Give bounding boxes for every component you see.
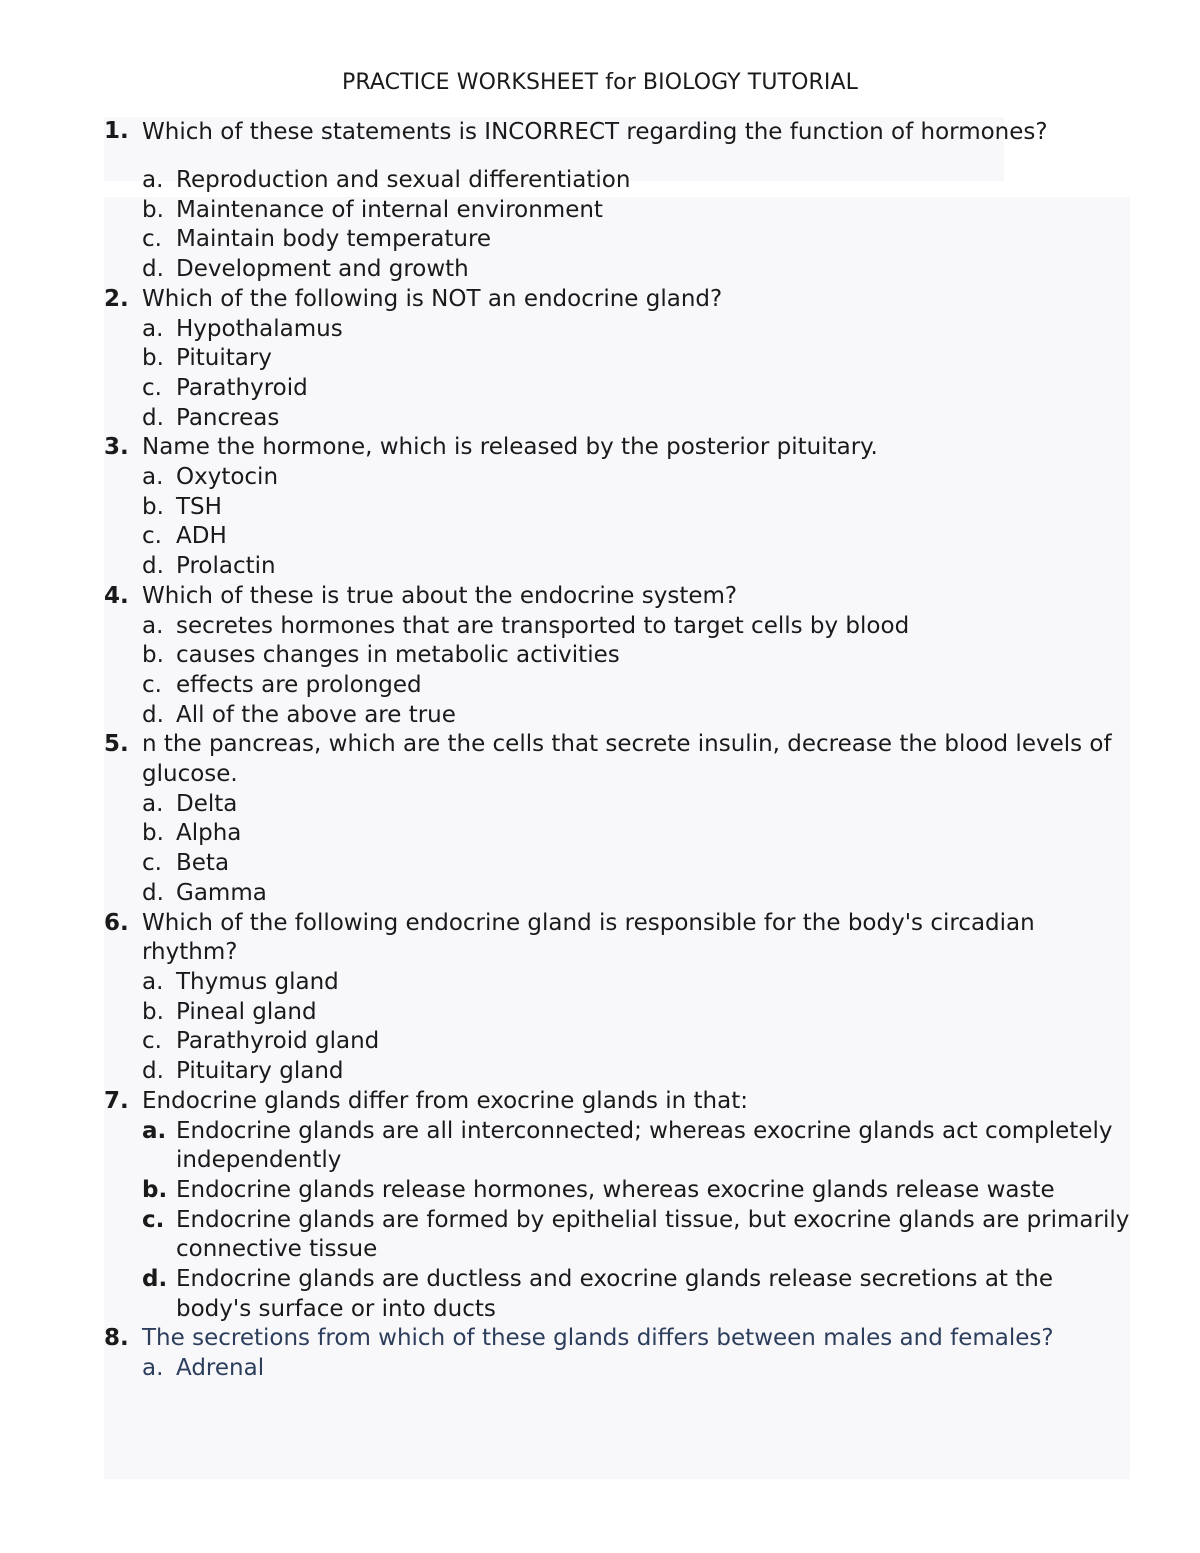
option-text: Parathyroid: [176, 374, 308, 401]
question-number: 4.: [104, 582, 129, 609]
option-a: [142, 463, 1134, 493]
question-number: 1.: [104, 118, 129, 144]
question-text: Name the hormone, which is released by the posterior pituitary.: [142, 434, 878, 461]
question-text: n the pancreas, which are the cells that secrete insulin, decrease the blood levels of glucose.: [142, 731, 1112, 788]
option-text: Alpha: [176, 820, 242, 847]
spacer: [104, 148, 1134, 166]
option-text: Development and growth: [176, 256, 469, 283]
options-q7: [142, 1117, 1134, 1325]
option-c: [142, 1206, 1134, 1265]
question-text: Which of these is true about the endocrine system?: [142, 582, 738, 609]
option-letter: c.: [142, 523, 162, 550]
options-q4: [142, 612, 1134, 731]
option-text: All of the above are true: [176, 701, 456, 728]
option-b: [142, 344, 1134, 374]
option-c: [142, 1027, 1134, 1057]
option-letter: d.: [142, 1058, 164, 1085]
option-letter: d.: [142, 404, 164, 431]
option-text: Prolactin: [176, 553, 276, 580]
option-text: causes changes in metabolic activities: [176, 642, 620, 669]
option-letter: c.: [142, 850, 162, 877]
options-q3: [142, 463, 1134, 582]
question-7: [104, 1087, 1134, 1117]
option-text: Pancreas: [176, 404, 280, 431]
option-c: [142, 225, 1134, 255]
option-letter: b.: [142, 998, 164, 1025]
option-letter: a.: [142, 1355, 164, 1382]
question-3: [104, 433, 1134, 463]
option-text: TSH: [176, 493, 222, 520]
option-text: Oxytocin: [176, 464, 279, 491]
option-letter: d.: [142, 1266, 168, 1293]
question-number: 3.: [104, 434, 129, 461]
question-number: 8.: [104, 1325, 129, 1352]
question-text: The secretions from which of these glands differs between males and females?: [142, 1325, 1054, 1352]
option-d: [142, 879, 1134, 909]
option-text: Thymus gland: [176, 968, 339, 995]
option-text: Beta: [176, 850, 230, 877]
option-letter: a.: [142, 464, 164, 491]
option-letter: a.: [142, 1117, 167, 1144]
option-b: [142, 641, 1134, 671]
question-4: [104, 582, 1134, 612]
question-1: [104, 117, 1134, 148]
option-letter: b.: [142, 493, 164, 520]
question-6: [104, 909, 1134, 968]
option-letter: c.: [142, 226, 162, 253]
option-letter: b.: [142, 820, 164, 847]
option-letter: b.: [142, 1176, 168, 1203]
options-q2: [142, 315, 1134, 434]
option-b: [142, 1176, 1134, 1206]
question-8: [104, 1324, 1134, 1354]
option-letter: a.: [142, 790, 164, 817]
option-text: Pituitary gland: [176, 1058, 344, 1085]
option-text: Endocrine glands are formed by epithelial tissue, but exocrine glands are primarily connective tissue: [176, 1206, 1130, 1263]
option-letter: b.: [142, 642, 164, 669]
option-text: Maintain body temperature: [176, 226, 492, 253]
question-5: [104, 730, 1134, 789]
question-text: Which of the following endocrine gland is responsible for the body's circadian rhythm?: [142, 909, 1035, 966]
option-text: Endocrine glands release hormones, whereas exocrine glands release waste: [176, 1176, 1055, 1203]
option-a: [142, 790, 1134, 820]
option-letter: c.: [142, 374, 162, 401]
option-d: [142, 1057, 1134, 1087]
option-text: Endocrine glands are ductless and exocrine glands release secretions at the body's surface or into ducts: [176, 1266, 1053, 1322]
option-d: [142, 1265, 1134, 1324]
question-2: [104, 285, 1134, 315]
option-text: Gamma: [176, 879, 267, 906]
option-letter: c.: [142, 1206, 165, 1233]
option-text: Hypothalamus: [176, 315, 343, 342]
option-letter: d.: [142, 553, 164, 580]
question-list: [104, 117, 1134, 1384]
question-text: Endocrine glands differ from exocrine glands in that:: [142, 1087, 748, 1114]
question-number: 7.: [104, 1087, 129, 1114]
question-number: 6.: [104, 909, 129, 936]
option-text: Pineal gland: [176, 998, 317, 1025]
option-letter: c.: [142, 1028, 162, 1055]
option-letter: d.: [142, 256, 164, 283]
option-letter: b.: [142, 196, 164, 223]
question-number: 5.: [104, 731, 129, 758]
option-b: [142, 196, 1134, 226]
option-d: [142, 255, 1134, 285]
option-letter: c.: [142, 671, 162, 698]
option-a: [142, 166, 1134, 196]
option-text: effects are prolonged: [176, 671, 422, 698]
option-text: ADH: [176, 523, 227, 550]
option-text: Reproduction and sexual differentiation: [176, 167, 631, 193]
option-b: [142, 493, 1134, 523]
option-b: [142, 998, 1134, 1028]
option-text: Adrenal: [176, 1355, 265, 1382]
options-q8: [142, 1354, 1134, 1384]
option-c: [142, 671, 1134, 701]
option-text: Delta: [176, 790, 238, 817]
option-text: secretes hormones that are transported to target cells by blood: [176, 612, 910, 639]
option-text: Endocrine glands are all interconnected; whereas exocrine glands act completely independently: [176, 1117, 1113, 1174]
option-letter: b.: [142, 345, 164, 372]
option-text: Parathyroid gland: [176, 1028, 380, 1055]
option-letter: d.: [142, 879, 164, 906]
option-d: [142, 552, 1134, 582]
option-letter: d.: [142, 701, 164, 728]
option-a: [142, 315, 1134, 345]
option-a: [142, 1117, 1134, 1176]
option-d: [142, 701, 1134, 731]
option-letter: a.: [142, 315, 164, 342]
option-c: [142, 522, 1134, 552]
options-q1: [142, 166, 1134, 285]
question-text: Which of the following is NOT an endocrine gland?: [142, 285, 723, 312]
option-d: [142, 404, 1134, 434]
question-text: Which of these statements is INCORRECT regarding the function of hormones?: [142, 119, 1048, 145]
question-number: 2.: [104, 285, 129, 312]
option-a: [142, 1354, 1134, 1384]
option-a: [142, 612, 1134, 642]
options-q6: [142, 968, 1134, 1087]
worksheet-title: PRACTICE WORKSHEET for BIOLOGY TUTORIAL: [342, 70, 858, 95]
option-text: Maintenance of internal environment: [176, 196, 603, 223]
option-c: [142, 849, 1134, 879]
option-text: Pituitary: [176, 345, 272, 372]
option-letter: a.: [142, 167, 164, 193]
option-c: [142, 374, 1134, 404]
option-b: [142, 819, 1134, 849]
options-q5: [142, 790, 1134, 909]
option-letter: a.: [142, 968, 164, 995]
option-letter: a.: [142, 612, 164, 639]
option-a: [142, 968, 1134, 998]
